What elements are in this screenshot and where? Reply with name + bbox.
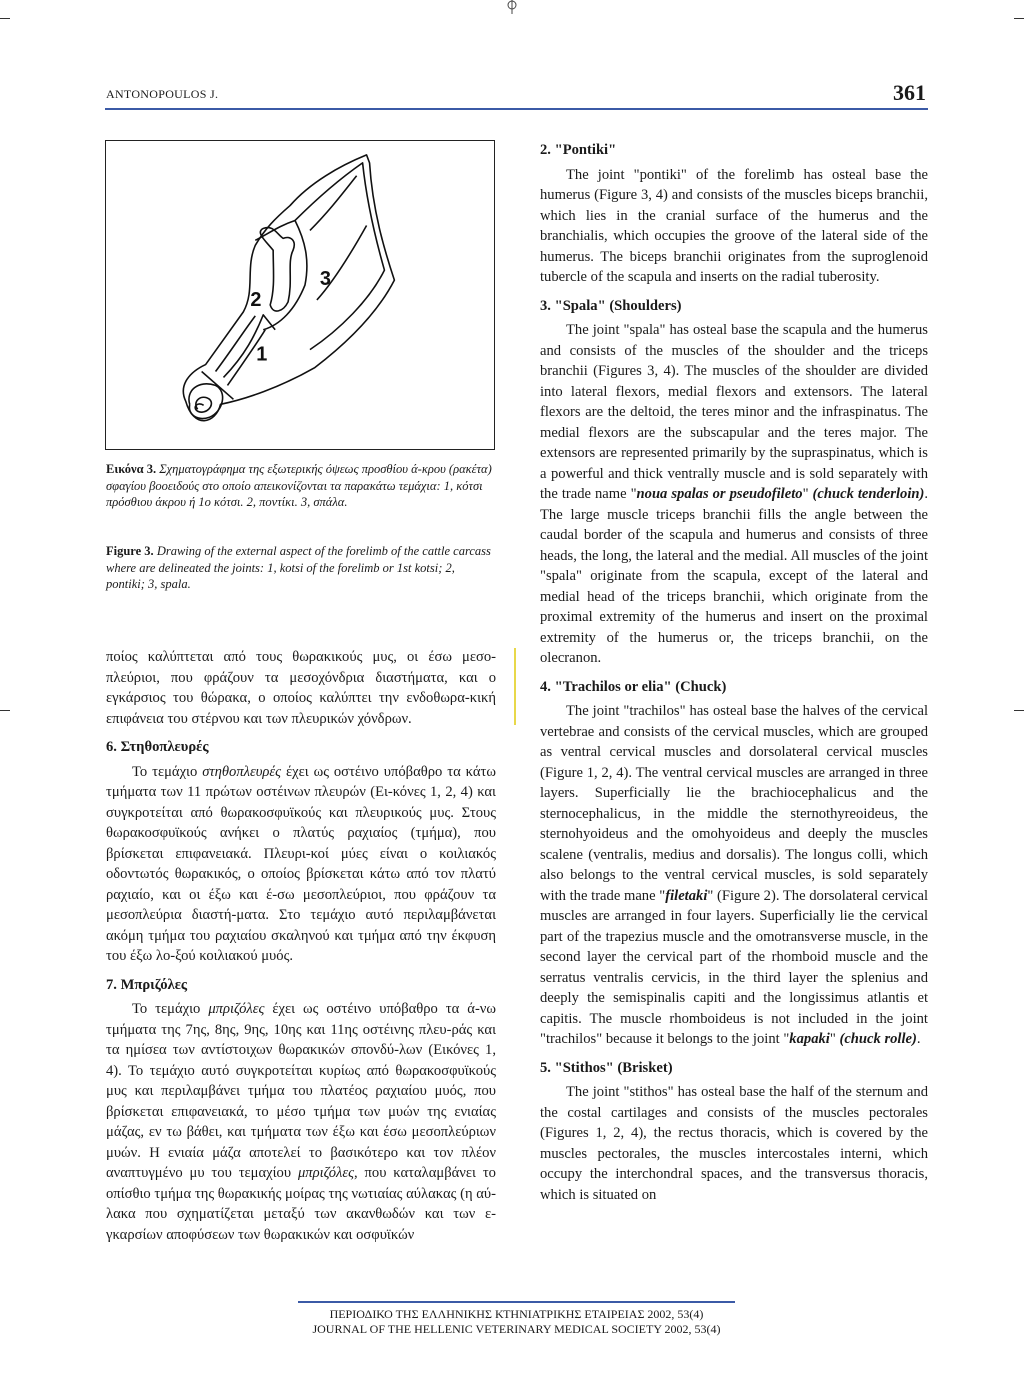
term-chuck-rolle: (chuck rolle)	[839, 1031, 917, 1047]
running-head-author: ANTONOPOULOS J.	[106, 87, 219, 101]
crop-mark-top-right	[1014, 18, 1024, 19]
paragraph-section-4: The joint "trachilos" has osteal base the halves of the cervical vertebrae and consists of the cervical muscles, which are grouped as ventral cervical muscles and dorsolateral cervical muscles (Figure 1, 2, 4). The ventral cervical muscles are arranged in three layers. Superficially lie the brachiocephalicus and the sternocephalicus, in the middle the sternothyreoideus, the sternohyoideus and the omohyoideus and deeply the muscles scalene (ventralis, medius and dorsalis). The longus colli, which also belongs to the ventral cervical muscles, is sold separately with the trade mane "filetaki" (Figure 2). The dorsolateral cervical muscles are arranged in four layers. Superficially lie the cervical part of the trapezius muscle and the omotransverse muscle, in the second layer the cervical part of the rhomboid muscle and the serratus ventralis cervicis, in the third layer the splenius and deeply the semispinalis capiti and the longissimus atlantis et capitis. The muscle rhomboideus is not included in the joint "trachilos" because it belongs to the joint "kapaki" (chuck rolle).	[540, 703, 928, 1047]
caption-english-label: Figure 3.	[106, 544, 154, 558]
paragraph-section-6: Το τεμάχιο στηθοπλευρές έχει ως οστέινο υπόβαθρο τα κάτω τμήματα των 11 πρώτων οστέινων πλευρών (Ει-κόνες 1, 2, 4) και συγκροτείται από θωρακοσφυϊκούς και πλευρικούς μυς. Στους θωρακοσφυϊκούς ανήκει ο πλατύς ραχιαίος (τμήμα), που βρίσκεται επιφανειακά. Πλευρι-κοί μύες είναι ο κοιλιακός οδοντωτός θωρακικός, ο οποίος βρίσκεται κάτω από τον πλατύ ραχιαίο, και οι έξω και έ-σω μεσοπλεύριοι, που φράζουν τα μεσοπλεύρια διαστή-ματα. Στο τεμάχιο αυτό περιλαμβάνεται ακόμη τμήμα του ραχιαίου σκαληνού και τμήμα από την έκφυση του έξω λο-ξού κοιλιακού μυός.	[106, 763, 496, 964]
section-heading-3: 3. "Spala" (Shoulders)	[540, 297, 682, 314]
crop-mark-right-mid	[1014, 710, 1024, 711]
footer-line-english: JOURNAL OF THE HELLENIC VETERINARY MEDICAL SOCIETY 2002, 53(4)	[312, 1322, 721, 1336]
section-heading-2: 2. "Pontiki"	[540, 142, 617, 158]
paragraph-section-5: The joint "stithos" has osteal base the half of the sternum and the costal cartilages and consists of the muscles pectorales (Figures 1, 2, 4), the rectus thoracis, which is covered by the muscles pectorales, the muscles intercostales interni, which occupy the interchondral spaces, and the transversus thoracis, which is situated on	[540, 1084, 928, 1203]
term-kapaki: kapaki	[789, 1031, 830, 1047]
section-heading-7: 7. Μπριζόλες	[106, 976, 188, 993]
figure-caption-greek	[106, 461, 496, 511]
paragraph-section-7: Το τεμάχιο μπριζόλες έχει ως οστέινο υπόβαθρο τα ά-νω τμήματα της 7ης, 8ης, 9ης, 10ης και 11ης οστέινης πλευ-ράς και τα ημίσεα των αντίστοιχων θωρακικών σπονδύ-λων (Εικόνες 1, 4). Το τεμάχιο αυτό συγκροτείται κυρίως από θωρακοσφυϊκούς μυς και περιλαμβάνει τμήμα του πλατέος ραχιαίου μυός, που βρίσκεται επιφανειακά, το μέσο τμήμα των μυών της ενιαίας μάζας, εν τω βάθει, και τμήματα των έξω και έσω μεσοπλεύριων μυών. Η ενιαία μάζα αποτελεί το βασικότερο και τον πλέον αναπτυγμένο μυ του τεμαχίου μπριζόλες, που καταλαμβάνει το οπίσθιο τμήμα της θωρακικής μοίρας της νωτιαίας αύλακας (η αύ-λακα που σχηματίζεται μεταξύ των ακανθωδών και των ε-γκαρσίων αποφύσεων των θωρακικών και οσφυϊκών	[106, 1001, 497, 1243]
section-heading-6: 6. Στηθοπλευρές	[106, 739, 209, 755]
footer-line-greek: ΠΕΡΙΟΔΙΚΟ ΤΗΣ ΕΛΛΗΝΙΚΗΣ ΚΤΗΝΙΑΤΡΙΚΗΣ ΕΤΑΙΡΕΙΑΣ 2002, 53(4)	[329, 1307, 704, 1321]
figure-caption-english	[106, 543, 496, 593]
term-stithopleures: στηθοπλευρές	[202, 763, 282, 780]
term-chuck-tenderloin: (chuck tenderloin)	[812, 486, 925, 502]
footer-rule	[298, 1301, 735, 1303]
caption-english-text: Drawing of the external aspect of the forelimb of the cattle carcass where are delineated the joints: 1, kotsi of the forelimb or 1st kotsi; 2, pontiki; 3, spala.	[106, 544, 491, 591]
right-column	[540, 140, 928, 1205]
term-filetaki: filetaki	[665, 887, 708, 904]
column-marker-bar	[514, 648, 516, 725]
paragraph-continued: ποίος καλύπτεται από τους θωρακικούς μυς, οι έσω μεσο-πλεύριοι, που φράζουν τα μεσοχόνδρια διαστήματα, και ο εγκάρσιος του θώρακα, ο οποίος καλύπτει την ενδοθωρα-κική επιφάνεια του στέρνου και των πλευρικών χόνδρων.	[106, 649, 496, 727]
page-number: 361	[893, 80, 926, 105]
left-column	[106, 647, 496, 1245]
paragraph-section-3: The joint "spala" has osteal base the scapula and the humerus and consists of the muscles of the shoulder and the triceps branchii (Figures 3, 4). The muscles of the shoulder are divided into lateral flexors, medial flexors and extensors. The lateral flexors are the deltoid, the teres minor and the infraspinatus. The medial flexors are the subscapular and the teres major. The extensors are represented primarily by the supraspinatus, which is a powerful and thick ventrally muscle and is sold separately with the trade name "noua spalas or pseudofileto" (chuck tenderloin). The large muscle triceps branchii fills the angle between the caudal border of the scapula and humerus and consists of three heads, the long, the lateral and the medial. All muscles of the joint "spala" originate from the scapula, except of the lateral and medial head of the triceps branchii, which originate from the proximal extremity of the humerus and insert on the proximal extremity of the humerus or, the triceps branchii, on the olecranon.	[540, 322, 929, 666]
caption-greek-text: Σχηματογράφημα της εξωτερικής όψεως προσθίου ά-κρου (ρακέτα) σφαγίου βοοειδούς στο οποίο απεικονίζονται τα παρακάτω τεμάχια: 1, κότσι πρόσθιου άκρου ή 1ο κότσι. 2, ποντίκι. 3, σπάλα.	[106, 462, 492, 509]
caption-greek-label: Εικόνα 3.	[106, 462, 157, 476]
crop-mark-top-left	[0, 18, 10, 19]
term-mprizoles: μπριζόλες	[208, 1001, 265, 1017]
term-noua-spalas: noua spalas or pseudofileto	[636, 486, 803, 502]
section-heading-5: 5. "Stithos" (Brisket)	[540, 1059, 673, 1076]
section-heading-4: 4. "Trachilos or elia" (Chuck)	[540, 678, 727, 695]
journal-footer	[200, 1307, 833, 1337]
term-mprizoles-2: μπριζόλες	[297, 1165, 355, 1181]
paragraph-section-2: The joint "pontiki" of the forelimb has osteal base the humerus (Figure 3, 4) and consists of the muscles biceps branchii, which lies in the cranial surface of the humerus and the branchialis, which occupies the groove of the lateral side of the humerus. The biceps branchii originates from the suproglenoid tubercle of the scapula and inserts on the radial tuberosity.	[540, 166, 928, 285]
figure-drawing	[105, 140, 495, 450]
figure-label-1: 1	[256, 343, 268, 366]
forelimb-drawing	[106, 141, 494, 449]
figure-label-3: 3	[319, 268, 331, 291]
figure-label-2: 2	[250, 288, 262, 311]
registration-mark-top	[505, 0, 519, 14]
crop-mark-left-mid	[0, 710, 10, 711]
header-rule	[105, 108, 928, 110]
